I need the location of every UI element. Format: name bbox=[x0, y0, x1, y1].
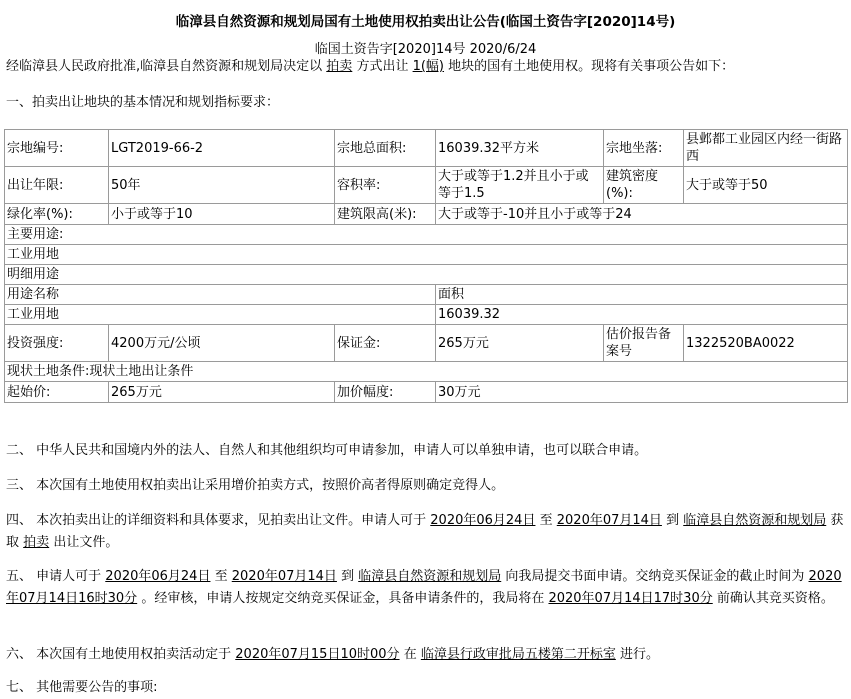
s4-date-end: 2020年07月14日 bbox=[556, 513, 662, 528]
green-label: 绿化率(%): bbox=[5, 204, 109, 225]
start-price-label: 起始价: bbox=[5, 382, 109, 403]
main-use-value: 工业用地 bbox=[5, 245, 848, 265]
deposit-label: 保证金: bbox=[335, 325, 436, 362]
section1-heading: 一、拍卖出让地块的基本情况和规划指标要求： bbox=[6, 95, 280, 110]
detail-use-label: 明细用途 bbox=[5, 265, 848, 285]
parcel-no-value: LGT2019-66-2 bbox=[109, 130, 335, 167]
intro-method: 拍卖 bbox=[326, 59, 353, 74]
status-row bbox=[5, 362, 848, 382]
s4-text-e: 获取 bbox=[6, 513, 844, 550]
far-label: 容积率: bbox=[335, 167, 436, 204]
deposit-value: 265万元 bbox=[436, 325, 604, 362]
s4-text-c: 到 bbox=[666, 513, 680, 528]
invest-label: 投资强度: bbox=[5, 325, 109, 362]
s5-date-end: 2020年07月14日 bbox=[231, 569, 337, 584]
intro-text-1: 经临漳县人民政府批准,临漳县自然资源和规划局决定以 bbox=[6, 59, 323, 74]
use-name-header: 用途名称 bbox=[5, 285, 436, 305]
report-label: 估价报告备案号 bbox=[604, 325, 684, 362]
s6-text-b: 在 bbox=[403, 647, 417, 662]
s5-text-e: 。经审核，申请人按规定交纳竞买保证金，具备申请条件的，我局将在 bbox=[141, 591, 545, 606]
intro-text-3: 地块的国有土地使用权。现将有关事项公告如下： bbox=[448, 59, 735, 74]
section3: 三、 本次国有土地使用权拍卖出让采用增价拍卖方式，按照价高者得原则确定竞得人。 bbox=[6, 478, 505, 493]
s6-auction-time: 2020年07月15日10时00分 bbox=[235, 647, 400, 662]
section6 bbox=[6, 644, 847, 666]
s4-method: 拍卖 bbox=[23, 535, 50, 550]
height-value: 大于或等于-10并且小于或等于24 bbox=[436, 204, 848, 225]
page-title: 临漳县自然资源和规划局国有土地使用权拍卖出让公告(临国土资告字[2020]14号) bbox=[175, 14, 676, 30]
s5-date-start: 2020年06月24日 bbox=[105, 569, 211, 584]
intro-text-2: 方式出让 bbox=[356, 59, 409, 74]
main-use-label: 主要用途: bbox=[5, 225, 848, 245]
increment-label: 加价幅度: bbox=[335, 382, 436, 403]
use-area-header: 面积 bbox=[436, 285, 848, 305]
intro-paragraph bbox=[6, 56, 847, 78]
section2: 二、 中华人民共和国境内外的法人、自然人和其他组织均可申请参加，申请人可以单独申请，也可以联合申请。 bbox=[6, 443, 648, 458]
term-label: 出让年限: bbox=[5, 167, 109, 204]
invest-value: 4200万元/公顷 bbox=[109, 325, 335, 362]
parcel-info-table bbox=[4, 129, 848, 403]
area-value: 16039.32平方米 bbox=[436, 130, 604, 167]
location-value: 县邺都工业园区内经一街路西 bbox=[684, 130, 848, 167]
density-value: 大于或等于50 bbox=[684, 167, 848, 204]
s5-org: 临漳县自然资源和规划局 bbox=[358, 569, 502, 584]
s5-text-f: 前确认其竞买资格。 bbox=[716, 591, 834, 606]
s5-text-c: 到 bbox=[341, 569, 355, 584]
area-label: 宗地总面积: bbox=[335, 130, 436, 167]
s4-text-f: 出让文件。 bbox=[53, 535, 119, 550]
section7: 七、 其他需要公告的事项: bbox=[6, 680, 158, 695]
notice-subtitle: 临国土资告字[2020]14号 2020/6/24 bbox=[314, 42, 537, 57]
s6-text-a: 六、 本次国有土地使用权拍卖活动定于 bbox=[6, 647, 232, 662]
status-value: 现状土地出让条件 bbox=[89, 364, 194, 379]
far-value: 大于或等于1.2并且小于或等于1.5 bbox=[436, 167, 604, 204]
s6-text-c: 进行。 bbox=[620, 647, 660, 662]
s5-deposit-deadline: 2020年07月14日16时30分 bbox=[6, 569, 842, 606]
parcel-no-label: 宗地编号: bbox=[5, 130, 109, 167]
s4-date-start: 2020年06月24日 bbox=[430, 513, 536, 528]
s4-org: 临漳县自然资源和规划局 bbox=[683, 513, 827, 528]
location-label: 宗地坐落: bbox=[604, 130, 684, 167]
s4-text-b: 至 bbox=[539, 513, 553, 528]
s4-text-a: 四、 本次拍卖出让的详细资料和具体要求，见拍卖出让文件。申请人可于 bbox=[6, 513, 427, 528]
report-value: 1322520BA0022 bbox=[684, 325, 848, 362]
s5-text-d: 向我局提交书面申请。交纳竞买保证金的截止时间为 bbox=[505, 569, 805, 584]
s5-text-b: 至 bbox=[214, 569, 228, 584]
s5-confirm-time: 2020年07月14日17时30分 bbox=[548, 591, 713, 606]
section4 bbox=[6, 510, 846, 554]
intro-count: 1(幅) bbox=[412, 59, 445, 74]
status-label: 现状土地条件: bbox=[7, 364, 90, 379]
height-label: 建筑限高(米): bbox=[335, 204, 436, 225]
use-area-value: 16039.32 bbox=[436, 305, 848, 325]
s5-text-a: 五、 申请人可于 bbox=[6, 569, 102, 584]
green-value: 小于或等于10 bbox=[109, 204, 335, 225]
density-label: 建筑密度(%): bbox=[604, 167, 684, 204]
start-price-value: 265万元 bbox=[109, 382, 335, 403]
s6-auction-place: 临漳县行政审批局五楼第二开标室 bbox=[420, 647, 616, 662]
use-name-value: 工业用地 bbox=[5, 305, 436, 325]
increment-value: 30万元 bbox=[436, 382, 848, 403]
section5 bbox=[6, 566, 846, 610]
term-value: 50年 bbox=[109, 167, 335, 204]
